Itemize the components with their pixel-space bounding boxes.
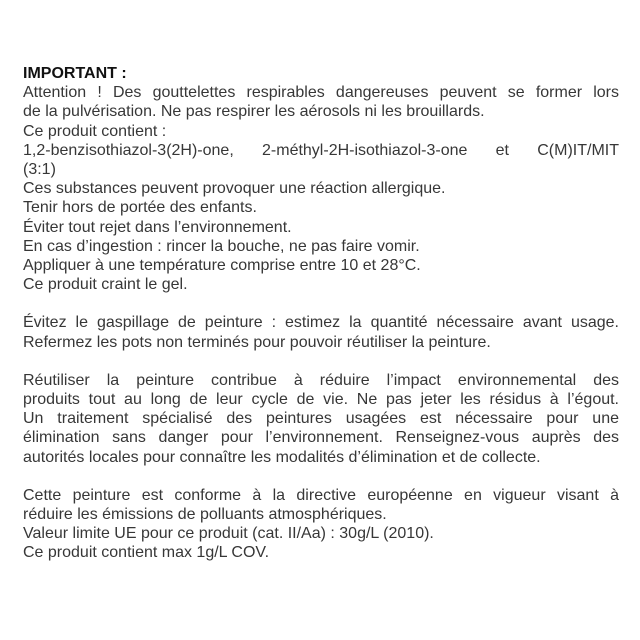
- substances-line-2: (3:1): [23, 161, 56, 179]
- voc-content-line: Ce produit contient max 1g/L COV.: [23, 544, 270, 562]
- eu-limit-value-line: Valeur limite UE pour ce produit (cat. II/Aa) : 30g/L (2010).: [23, 525, 434, 543]
- contains-intro-line: Ce produit contient :: [23, 122, 167, 140]
- allergic-reaction-line: Ces substances peuvent provoquer une réaction allergique.: [23, 180, 446, 198]
- application-temperature-line: Appliquer à une température comprise entre 10 et 28°C.: [23, 257, 421, 275]
- safety-warnings-section: [23, 64, 619, 294]
- product-label-text: [23, 64, 619, 563]
- treatment-line-1: Un traitement spécialisé des peintures usagées est nécessaire pour une: [23, 410, 619, 428]
- spray-warning-line-1: Attention ! Des gouttelettes respirables dangereuses peuvent se former lors: [23, 84, 619, 102]
- spray-warning-line-2: de la pulvérisation. Ne pas respirer les aérosols ni les brouillards.: [23, 103, 485, 121]
- local-authorities-line: autorités locales pour connaître les modalités d’élimination et de collecte.: [23, 448, 541, 466]
- recycling-disposal-section: [23, 371, 619, 467]
- keep-from-children-line: Tenir hors de portée des enfants.: [23, 199, 257, 217]
- reuse-paint-line-2: produits tout au long de leur cycle de vie. Ne pas jeter les résidus à l’égout.: [23, 391, 619, 409]
- ingestion-advice-line: En cas d’ingestion : rincer la bouche, ne pas faire vomir.: [23, 237, 420, 255]
- directive-line-1: Cette peinture est conforme à la directive européenne en vigueur visant à: [23, 486, 619, 504]
- substances-line-1: 1,2-benzisothiazol-3(2H)-one, 2-méthyl-2H-isothiazol-3-one et C(M)IT/MIT: [23, 141, 619, 159]
- important-heading: IMPORTANT :: [23, 65, 127, 82]
- frost-warning-line: Ce produit craint le gel.: [23, 276, 188, 294]
- directive-line-2: réduire les émissions de polluants atmosphériques.: [23, 506, 387, 524]
- reseal-pots-line: Refermez les pots non terminés pour pouvoir réutiliser la peinture.: [23, 333, 491, 351]
- avoid-waste-line: Évitez le gaspillage de peinture : estimez la quantité nécessaire avant usage.: [23, 314, 619, 332]
- treatment-line-2: élimination sans danger pour l’environnement. Renseignez-vous auprès des: [23, 429, 619, 447]
- voc-compliance-section: [23, 486, 619, 563]
- waste-reduction-section: [23, 313, 619, 351]
- reuse-paint-line-1: Réutiliser la peinture contribue à réduire l’impact environnemental des: [23, 371, 619, 389]
- avoid-release-line: Éviter tout rejet dans l’environnement.: [23, 218, 292, 236]
